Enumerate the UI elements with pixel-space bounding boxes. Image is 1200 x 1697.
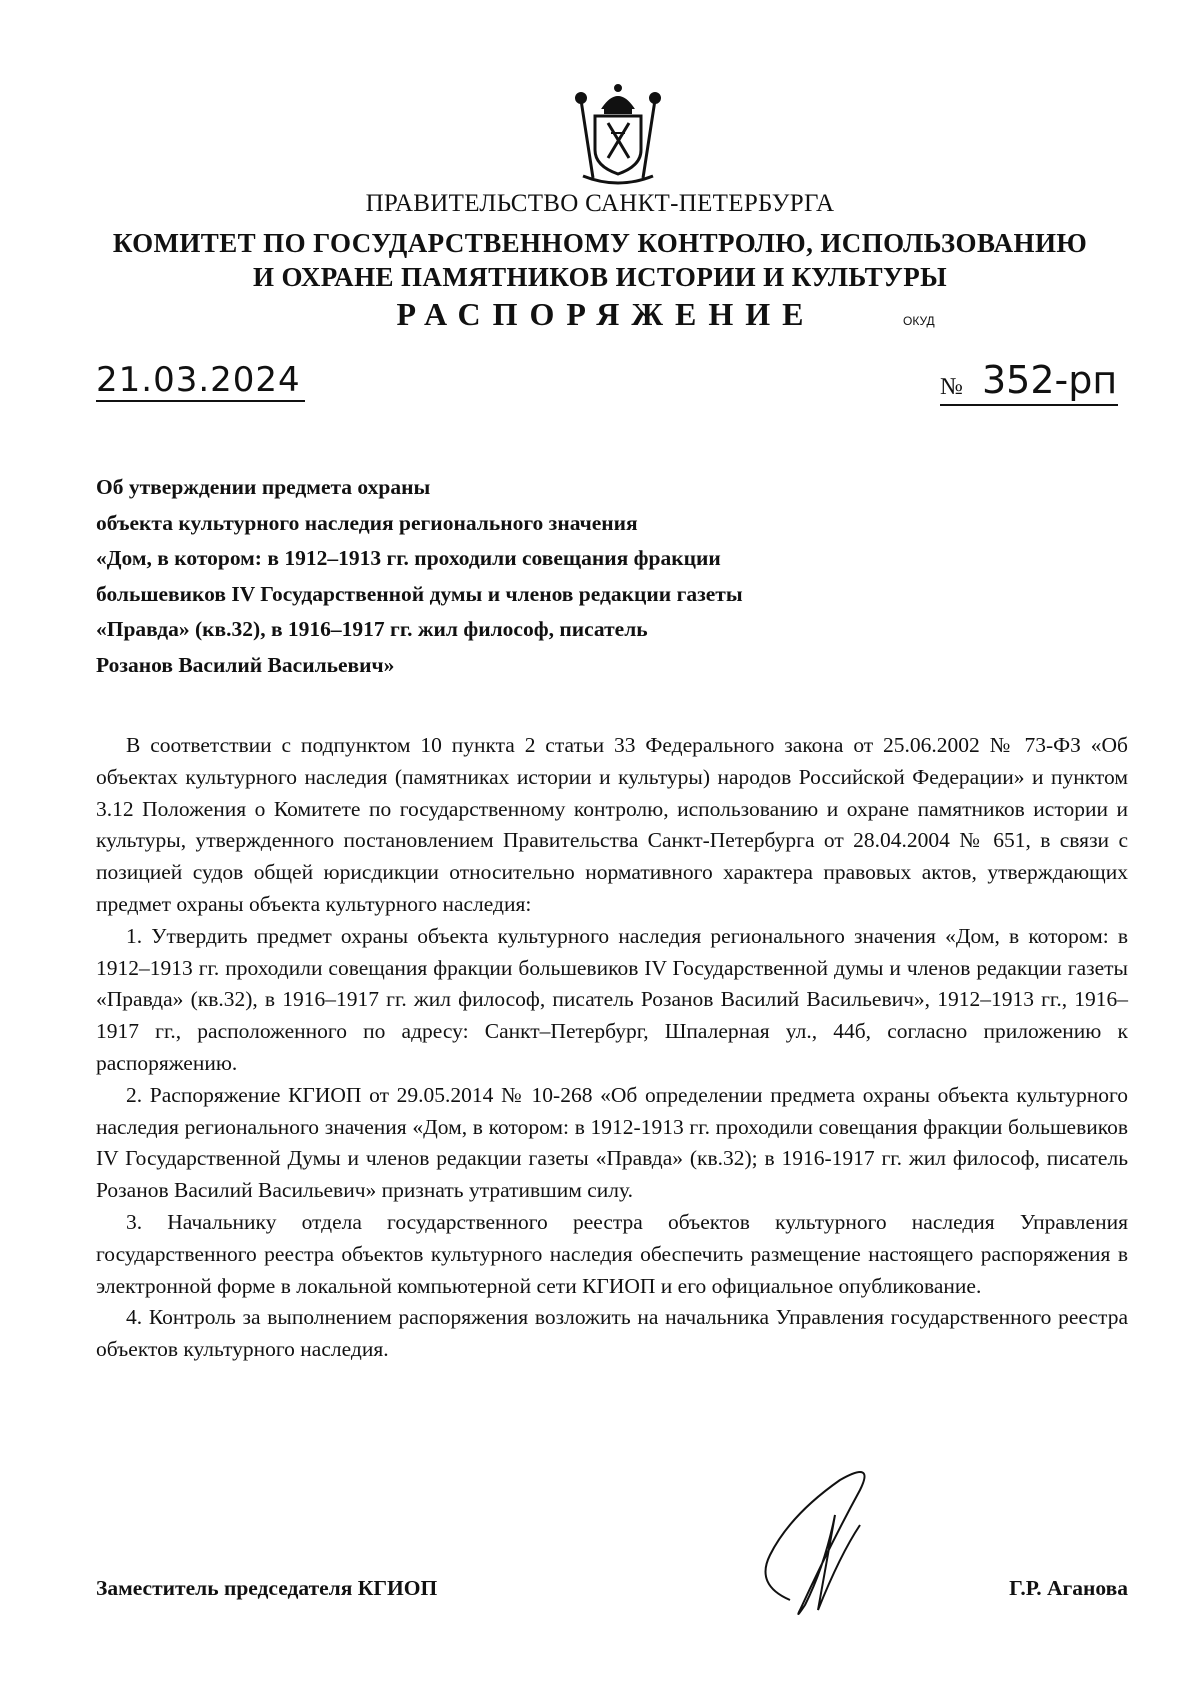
item-3-paragraph: 3. Начальнику отдела государственного реестра объектов культурного наследия Управления государственного реестра объектов культурного наследия обеспечить размещение настоящего распоряжения в электронной форме в локальной компьютерной сети КГИОП и его официальное опубликование. [96, 1209, 1128, 1298]
number-value: 352-рп [982, 358, 1118, 402]
document-type: РАСПОРЯЖЕНИЕ [396, 296, 816, 332]
signature-icon [700, 1435, 900, 1635]
item-4-paragraph: 4. Контроль за выполнением распоряжения возложить на начальника Управления государственного реестра объектов культурного наследия. [96, 1305, 1128, 1362]
preamble-paragraph: В соответствии с подпунктом 10 пункта 2 статьи 33 Федерального закона от 25.06.2002 № 73-ФЗ «Об объектах культурного наследия (памятниках истории и культуры) народов Российской Федерации» и пунктом 3.12 Положения о Комитете по государственному контролю, использованию и охране памятников истории и культуры, утвержденного постановлением Правительства Санкт-Петербурга от 28.04.2004 № 651, в связи с позицией судов общей юрисдикции относительно нормативного характера правовых актов, утверждающих предмет охраны объекта культурного наследия: [96, 733, 1128, 916]
subject-line: Розанов Василий Васильевич» [96, 652, 395, 677]
committee-line-2: И ОХРАНЕ ПАМЯТНИКОВ ИСТОРИИ И КУЛЬТУРЫ [252, 262, 947, 292]
signatory-name: Г.Р. Аганова [1009, 1576, 1128, 1600]
committee-name [0, 226, 1200, 294]
subject-line: Об утверждении предмета охраны [96, 475, 431, 499]
government-name: ПРАВИТЕЛЬСТВО САНКТ-ПЕТЕРБУРГА [365, 190, 835, 217]
committee-line-1: КОМИТЕТ ПО ГОСУДАРСТВЕННОМУ КОНТРОЛЮ, ИСПОЛЬЗОВАНИЮ [112, 228, 1088, 258]
document-number [940, 358, 1118, 406]
signatory-title: Заместитель председателя КГИОП [96, 1576, 438, 1600]
subject-line: большевиков IV Государственной думы и членов редакции газеты [96, 581, 743, 606]
subject-heading [96, 470, 856, 683]
subject-line: объекта культурного наследия регионального значения [96, 510, 638, 535]
item-1-paragraph: 1. Утвердить предмет охраны объекта культурного наследия регионального значения «Дом, в котором: в 1912–1913 гг. проходили совещания фракции большевиков IV Государственной думы и членов редакции газеты «Правда» (кв.32), в 1916–1917 гг. жил философ, писатель Розанов Василий Васильевич», 1912–1913 гг., 1916–1917 гг., расположенного по адресу: Санкт–Петербург, Шпалерная ул., 44б, согласно приложению к распоряжению. [96, 923, 1128, 1075]
document-date: 21.03.2024 [96, 360, 305, 402]
number-sign: № [940, 374, 963, 400]
subject-line: «Правда» (кв.32), в 1916–1917 гг. жил философ, писатель [96, 617, 648, 641]
item-2-paragraph: 2. Распоряжение КГИОП от 29.05.2014 № 10-268 «Об определении предмета охраны объекта культурного наследия регионального значения «Дом, в котором: в 1912-1913 гг. проходили совещания фракции большевиков IV Государственной Думы и членов редакции газеты «Правда» (кв.32); в 1916-1917 гг. жил философ, писатель Розанов Василий Васильевич» признать утратившим силу. [96, 1082, 1128, 1203]
okud-label: ОКУД [903, 314, 935, 328]
coat-of-arms-icon [573, 78, 663, 188]
subject-line: «Дом, в котором: в 1912–1913 гг. проходили совещания фракции [96, 546, 721, 570]
document-body [96, 730, 1128, 1366]
